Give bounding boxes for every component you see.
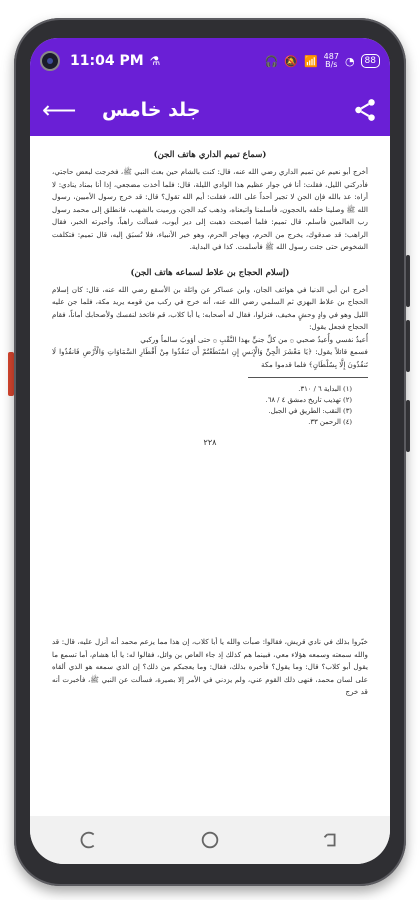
battery-level: 88	[364, 56, 376, 66]
paragraph-next-page: خبّروا بذلك في نادي قريش، فقالوا: صبأت والله يا أبا كلاب، إن هذا مما يزعم محمد أنه أنزل عليه، قال: قد والله سمعته وسمعه هؤلاء معي، فبينما هم كذلك إذ جاء العاص بن وائل، فقالوا له: يا أبا هشام، أما تسمع ما يقول أبو كلاب؟ قال: وما يقول؟ فأخبره بذلك، فقال: وما يعجبكم من ذلك؟ إن الذي سمعه هو الذي ألقاه على لسان محمد، فنهى ذلك القوم عني، ولم يزدني في الأمر إلا بصيرة، فسألت عن النبي ﷺ، فأخبرت أنه قد خرج	[52, 637, 368, 696]
screen	[30, 38, 390, 864]
app-bar	[30, 84, 390, 136]
book-page[interactable]	[30, 136, 390, 816]
back-icon[interactable]	[319, 829, 341, 851]
page-number: ٢٢٨	[203, 438, 217, 447]
navigation-bar	[30, 816, 390, 864]
paragraph-tamim: أخرج أبو نعيم عن تميم الداري رضي الله عنه، قال: كنت بالشام حين بعث النبي ﷺ، فخرجت لبعض حاجتي، فأدركني الليل، فقلت: أنا في جوار عظيم هذا الوادي الليلة، قال: فلما أخذت مضجعي، إذا أنا بمناد ينادي: لا أراه: عذ بالله فإن الجن لا تجير أحداً على الله، فقلت: أيم الله تقول؟ قال: قد خرج رسول الأميين، رسول الله ﷺ وصلينا خلفه بالحجون، فأسلمنا واتبعناه، وذهب كيد الجن، ورميت بالشهب، فانطلق إلى محمد رسول رب العالمين فأسلم. قال تميم: فلما أصبحت ذهبت إلى دير أيوب، فسألت راهباً، وأخبرته الخبر، فقال الراهب: قد صدقوك، يخرج من الحرم، ويهاجر الحرم، وهو خير الأنبياء، فلا تُسبَق إليه، قال تميم: فتكلفت الشخوص حتى جئت رسول الله ﷺ فأسلمت. كذا في البداية.	[52, 167, 368, 251]
speed-unit: B/s	[325, 60, 338, 69]
network-speed	[324, 53, 339, 69]
footnote: (٤) الرحمن ٣٣.	[308, 418, 352, 426]
speed-value: 487	[323, 52, 339, 61]
footnote: (١) البداية ٦ / ٣١٠.	[298, 385, 352, 393]
volume-button	[406, 255, 410, 307]
battery-icon	[361, 54, 380, 68]
flask-icon: ⚗	[149, 54, 161, 68]
app-title: جلد خامس	[102, 99, 201, 121]
wifi-icon: ◔	[344, 54, 355, 68]
status-icons	[265, 53, 380, 69]
camera-icon	[40, 51, 60, 71]
paragraph-hajjaj: أخرج ابن أبي الدنيا في هواتف الجان، وابن عساكر عن واثلة بن الأسقع رضي الله عنه، قال: كان إسلام الحجاج بن علاط البهزي ثم السلمي رضي الله عنه، أنه خرج في ركب من قومه يريد مكة، فلما جن عليه الليل وهو في وادٍ وحشٍ مخيف، فنزلوا، فقال له أصحابه: يا أبا كلاب، قم فاتخذ لنفسك ولأصحابك أماناً، فقام الحجاج فجعل يقول:	[52, 284, 368, 331]
share-icon[interactable]	[352, 97, 378, 123]
side-button	[406, 400, 410, 452]
paragraph-quran: فسمع قائلاً يقول: ﴿يَا مَعْشَرَ الْجِنِّ وَالْإِنسِ إِنِ اسْتَطَعْتُمْ أَن تَنفُذُوا مِنْ أَقْطَارِ السَّمَاوَاتِ وَالْأَرْضِ فَانفُذُوا لَا تَنفُذُونَ إِلَّا بِسُلْطَانٍ﴾ فلما قدموا مكة	[52, 347, 368, 369]
status-time: 11:04 PM	[70, 53, 144, 69]
home-icon[interactable]	[199, 829, 221, 851]
signal-icon: 📶	[303, 54, 318, 68]
section-heading-hajjaj: (إسلام الحجاج بن علاط لسماعه هاتف الجن)	[130, 267, 290, 278]
footnote-divider	[248, 377, 368, 378]
next-page	[30, 636, 390, 699]
back-arrow-icon[interactable]: ⟵	[42, 96, 77, 124]
poem-verse: أُعيذُ نفسي وأُعيذُ صحبي ۞ من كلِّ جنيٍّ بهذا النَّقْبِ ۞ حتى أؤوبَ سالماً وركبي	[140, 334, 368, 344]
headset-icon: 🎧	[264, 54, 279, 68]
footnote: (٣) النقب: الطريق في الجبل.	[268, 407, 352, 415]
footnote: (٢) تهذيب تاريخ دمشق ٤ / ٦٨.	[265, 396, 352, 404]
recent-apps-icon[interactable]	[79, 829, 101, 851]
power-button	[406, 320, 410, 372]
status-bar	[30, 38, 390, 84]
mute-icon: 🔕	[284, 54, 298, 68]
section-heading-tamim: (سماع تميم الداري هاتف الجن)	[153, 150, 267, 160]
